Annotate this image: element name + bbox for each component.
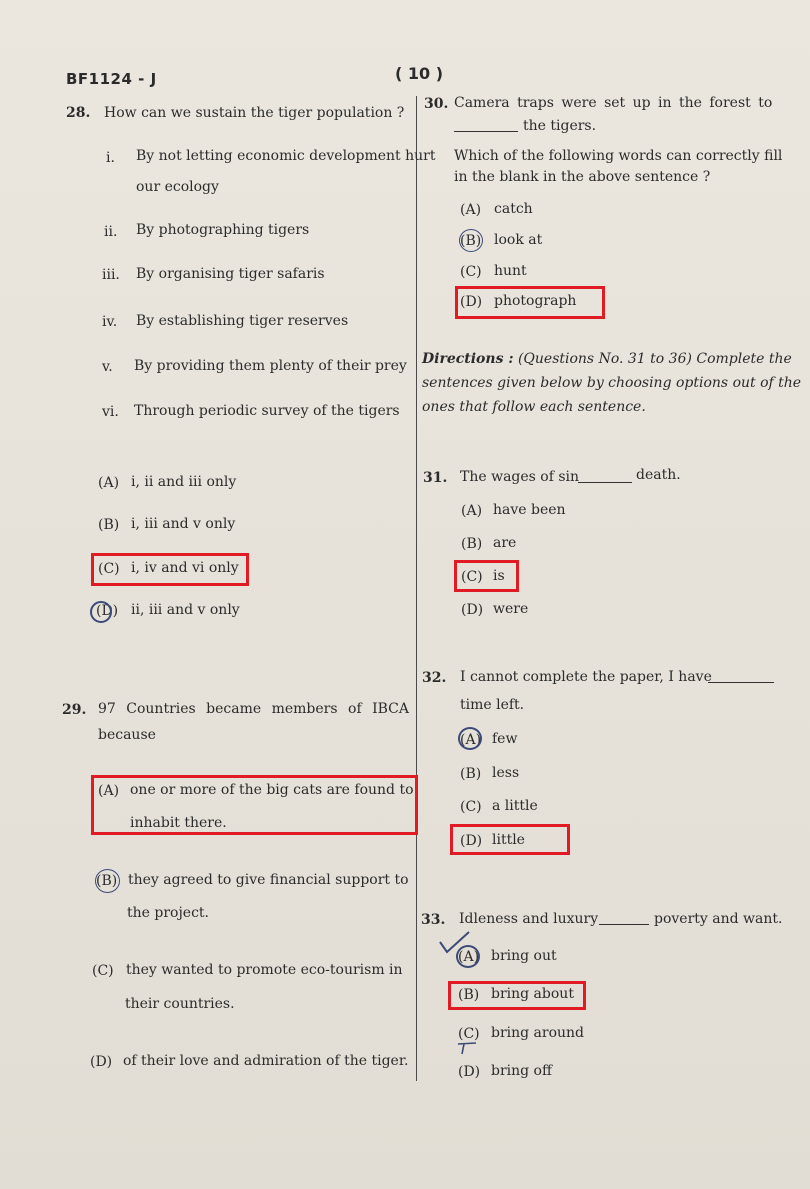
q31-option-label: (B): [461, 536, 483, 552]
q29-question: because: [98, 727, 156, 743]
q31-option-text: were: [493, 601, 529, 617]
q29-option-text: one or more of the big cats are found to: [130, 782, 414, 798]
pen-underline-mark: [456, 1040, 480, 1056]
q32-option-label: (A): [460, 732, 482, 748]
q32-question: I cannot complete the paper, I have: [460, 669, 712, 685]
q30-option-label: (D): [460, 294, 483, 310]
q28-statement-num: vi.: [102, 404, 119, 420]
q30-option-text: photograph: [494, 293, 577, 309]
pen-circle-mark: [95, 869, 120, 893]
q30-question: Camera traps were set up in the forest to: [454, 95, 773, 111]
q32-option-label: (D): [460, 833, 483, 849]
q29-option-label: (B): [96, 873, 118, 889]
q28-option-text: i, ii and iii only: [131, 474, 237, 490]
q31-question: The wages of sin: [460, 469, 580, 485]
q31-option-text: have been: [493, 502, 566, 518]
directions-text: [422, 352, 792, 366]
q30-prompt: Which of the following words can correctly fill: [454, 148, 783, 164]
q29-number: 29.: [62, 702, 87, 718]
q31-option-label: (A): [461, 503, 483, 519]
q28-statement: By photographing tigers: [136, 222, 310, 238]
directions-line: ones that follow each sentence.: [422, 399, 646, 415]
q28-statement-num: v.: [102, 359, 113, 375]
q32-option-label: (B): [460, 766, 482, 782]
q30-option-text: hunt: [494, 263, 527, 279]
q28-statement: By providing them plenty of their prey: [134, 358, 407, 374]
q32-number: 32.: [422, 670, 447, 686]
q28-option-text: i, iii and v only: [131, 516, 236, 532]
q30-prompt: in the blank in the above sentence ?: [454, 169, 711, 185]
q31-number: 31.: [423, 470, 448, 486]
q32-option-text: a little: [492, 798, 538, 814]
q32-question: time left.: [460, 697, 525, 713]
q30-option-text: catch: [494, 201, 533, 217]
q29-option-label: (A): [98, 783, 120, 799]
q29-option-text: of their love and admiration of the tiger.: [123, 1053, 409, 1069]
page-number: ( 10 ): [395, 64, 444, 83]
pen-circle-mark: [90, 601, 112, 623]
q28-option-label: (D): [96, 603, 119, 619]
directions-line: sentences given below by choosing options out of the: [422, 375, 802, 391]
q33-option-label: (A): [458, 949, 480, 965]
q32-option-text: less: [492, 765, 520, 781]
pen-circle-mark: [456, 945, 480, 968]
q28-option-label: (C): [98, 561, 120, 577]
pen-circle-mark: [458, 727, 482, 750]
q28-statement-num: i.: [106, 150, 115, 166]
paper-code: BF1124 - J: [66, 70, 157, 88]
q28-option-text: i, iv and vi only: [131, 560, 239, 576]
q28-question: How can we sustain the tiger population ?: [104, 105, 405, 121]
q32-option-label: (C): [460, 799, 482, 815]
q30-question: [454, 119, 518, 135]
q31-option-label: (D): [461, 602, 484, 618]
q29-option-text: they wanted to promote eco-tourism in: [126, 962, 403, 978]
q31-option-text: is: [493, 568, 505, 584]
q30-option-text: look at: [494, 232, 543, 248]
q31-question: [578, 470, 632, 486]
q33-option-text: bring around: [491, 1025, 585, 1041]
fill-blank: [454, 119, 518, 132]
q30-option-label: (A): [460, 202, 482, 218]
q28-statement: Through periodic survey of the tigers: [134, 403, 400, 419]
q29-option-text: inhabit there.: [130, 815, 227, 831]
q33-option-text: bring out: [491, 948, 557, 964]
q29-option-label: (C): [92, 963, 114, 979]
q33-option-text: bring about: [491, 986, 574, 1002]
q33-option-label: (C): [458, 1026, 480, 1042]
q28-option-text: ii, iii and v only: [131, 602, 240, 618]
fill-blank: [599, 912, 649, 925]
q30-option-label: (B): [460, 233, 482, 249]
q32-option-text: few: [492, 731, 518, 747]
q29-question: 97 Countries became members of IBCA: [98, 701, 409, 717]
q28-statement-num: iv.: [102, 314, 118, 330]
q28-statement-num: iii.: [102, 267, 120, 283]
q30-number: 30.: [424, 96, 449, 112]
q33-question: poverty and want.: [654, 911, 783, 927]
q30-option-label: (C): [460, 264, 482, 280]
q32-option-text: little: [492, 832, 525, 848]
q33-question: Idleness and luxury: [459, 911, 599, 927]
fill-blank: [578, 470, 632, 483]
q30-question: the tigers.: [523, 118, 597, 134]
q29-option-text: the project.: [127, 905, 210, 921]
q33-option-label: (D): [458, 1064, 481, 1080]
q28-statement-num: ii.: [104, 224, 118, 240]
fill-blank: [708, 670, 774, 683]
q33-number: 33.: [421, 912, 446, 928]
column-divider: [416, 96, 417, 1081]
directions-line: (Questions No. 31 to 36) Complete the: [517, 351, 792, 367]
q31-option-label: (C): [461, 569, 483, 585]
q28-option-label: (B): [98, 517, 120, 533]
q29-option-text: they agreed to give financial support to: [128, 872, 409, 888]
q29-option-label: (D): [90, 1054, 113, 1070]
q33-option-text: bring off: [491, 1063, 552, 1079]
q29-option-text: their countries.: [125, 996, 235, 1012]
q28-number: 28.: [66, 105, 91, 121]
directions-label: Directions :: [422, 351, 514, 367]
q28-statement: By organising tiger safaris: [136, 266, 325, 282]
pen-circle-mark: [459, 229, 483, 252]
q28-option-label: (A): [98, 475, 120, 491]
q28-statement: By not letting economic development hurt: [136, 148, 436, 164]
q31-question: death.: [636, 467, 681, 483]
q31-option-text: are: [493, 535, 517, 551]
q33-question: [599, 912, 649, 928]
q32-question: [708, 670, 774, 686]
q28-statement: By establishing tiger reserves: [136, 313, 349, 329]
q33-option-label: (B): [458, 987, 480, 1003]
answer-highlight-box: [91, 553, 249, 586]
q28-statement: our ecology: [136, 179, 219, 195]
